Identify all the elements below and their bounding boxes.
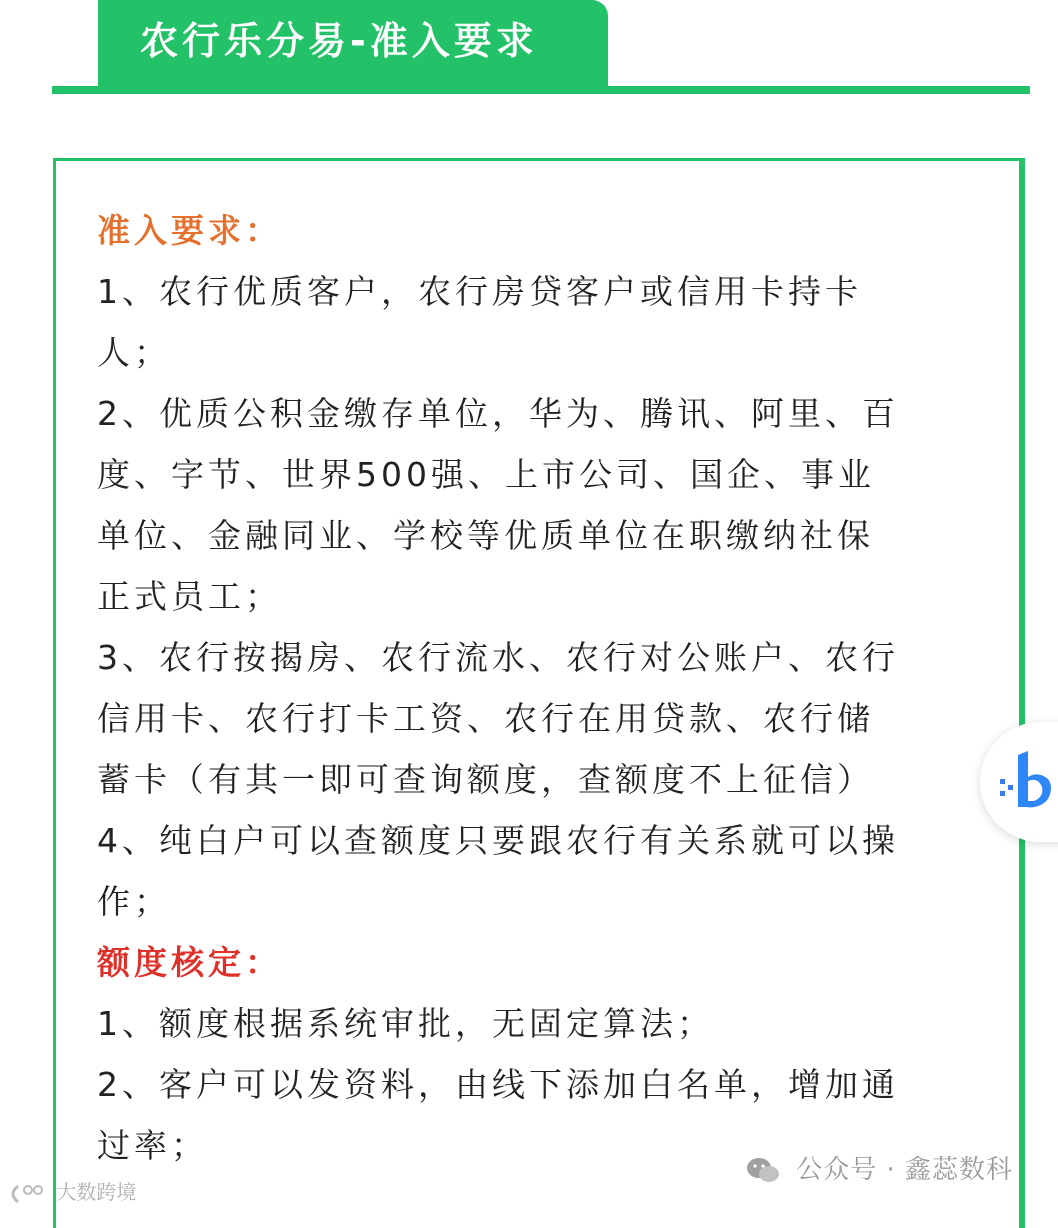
text-line: 2、优质公积金缴存单位，华为、腾讯、阿里、百 [97, 394, 899, 433]
text-line: 2、客户可以发资料，由线下添加白名单，增加通 [97, 1065, 899, 1104]
wechat-watermark-text: 公众号 · 鑫蕊数科 [796, 1155, 1014, 1185]
wechat-watermark [745, 1150, 1013, 1190]
text-line: 度、字节、世界500强、上市公司、国企、事业 [97, 455, 875, 494]
section-heading: 额度核定： [97, 943, 282, 982]
logo-icon [6, 1182, 50, 1206]
text-line: 1、农行优质客户，农行房贷客户或信用卡持卡 [97, 272, 862, 311]
page-title: 农行乐分易-准入要求 [140, 19, 538, 63]
text-line: 作； [97, 882, 171, 921]
section-heading: 准入要求： [97, 211, 282, 250]
text-line: 蓄卡（有其一即可查询额度，查额度不上征信） [97, 760, 874, 799]
text-line: 人； [97, 333, 171, 372]
text-line: 4、纯白户可以查额度只要跟农行有关系就可以操 [97, 821, 899, 860]
header-underline [52, 86, 1030, 94]
text-line: 单位、金融同业、学校等优质单位在职缴纳社保 [97, 516, 874, 555]
left-watermark-text: 大数跨境 [56, 1180, 137, 1204]
text-line: 1、额度根据系统审批，无固定算法； [97, 1004, 714, 1043]
left-watermark [6, 1178, 136, 1206]
text-line: 信用卡、农行打卡工资、农行在用贷款、农行储 [97, 699, 874, 738]
content-text [97, 200, 997, 1176]
text-line: 正式员工； [97, 577, 282, 616]
text-line: 过率； [97, 1126, 208, 1165]
app-logo-icon [994, 747, 1058, 817]
text-line: 3、农行按揭房、农行流水、农行对公账户、农行 [97, 638, 899, 677]
wechat-icon [745, 1156, 781, 1186]
